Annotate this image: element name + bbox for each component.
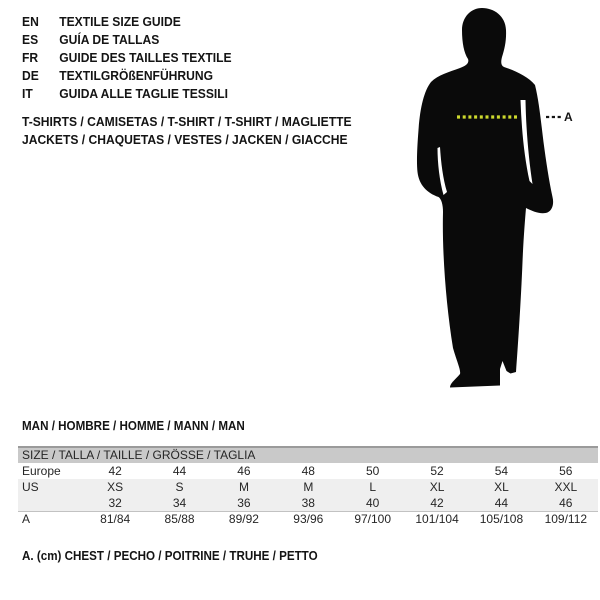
language-code: DE (22, 68, 39, 83)
language-title: GUIDA ALLE TAGLIE TESSILI (59, 86, 229, 101)
size-cell: XXL (554, 480, 578, 494)
size-row-chest-a (18, 511, 598, 527)
row-label (18, 495, 83, 511)
man-silhouette-path (417, 8, 553, 388)
size-cell: 52 (430, 464, 444, 478)
language-list (22, 13, 247, 103)
size-cell: 36 (237, 496, 251, 510)
size-cell: 105/108 (479, 512, 524, 526)
size-cell: 50 (366, 464, 380, 478)
size-table (18, 446, 598, 527)
size-cell: 42 (108, 464, 122, 478)
size-row-us (18, 479, 598, 495)
size-cell: XS (107, 480, 124, 494)
row-label: US (22, 480, 39, 494)
section-title-man: MAN / HOMBRE / HOMME / MANN / MAN (22, 419, 245, 433)
size-cell: 109/112 (544, 512, 588, 526)
size-table-header: SIZE / TALLA / TAILLE / GRÖSSE / TAGLIA (18, 446, 598, 463)
chest-measure-footnote: A. (cm) CHEST / PECHO / POITRINE / TRUHE / PETTO (22, 549, 318, 563)
language-row (22, 49, 232, 67)
size-cell: 42 (430, 496, 444, 510)
language-title: TEXTILGRÖßENFÜHRUNG (59, 68, 214, 83)
category-block (22, 113, 352, 149)
language-row (22, 31, 232, 49)
measure-label-a: A (564, 110, 574, 124)
language-title: GUÍA DE TALLAS (59, 32, 160, 47)
size-cell: 32 (108, 496, 122, 510)
size-cell: 44 (172, 464, 187, 478)
size-cell: 81/84 (100, 512, 131, 526)
size-cell: 34 (172, 496, 187, 510)
size-cell: 93/96 (293, 512, 324, 526)
size-cell: 46 (559, 496, 573, 510)
category-line-jackets: JACKETS / CHAQUETAS / VESTES / JACKEN / GIACCHE (22, 132, 348, 147)
size-row-europe (18, 463, 598, 479)
language-title: GUIDE DES TAILLES TEXTILE (59, 50, 232, 65)
row-label: Europe (22, 464, 61, 478)
language-code: IT (22, 86, 33, 101)
size-cell: 48 (301, 464, 315, 478)
size-cell: S (175, 480, 184, 494)
size-cell: 38 (301, 496, 315, 510)
size-cell: 89/92 (228, 512, 259, 526)
size-cell: 44 (494, 496, 509, 510)
row-label: A (22, 512, 31, 526)
size-cell: 54 (494, 464, 509, 478)
size-cell: 97/100 (354, 512, 392, 526)
language-code: ES (22, 32, 39, 47)
size-cell: XL (494, 480, 509, 494)
size-cell: 56 (559, 464, 573, 478)
language-row (22, 85, 232, 103)
size-cell: 85/88 (164, 512, 195, 526)
size-row-numeric (18, 495, 598, 511)
size-cell: M (238, 480, 249, 494)
language-code: EN (22, 14, 39, 29)
language-title: TEXTILE SIZE GUIDE (59, 14, 181, 29)
category-line-tshirts: T-SHIRTS / CAMISETAS / T-SHIRT / T-SHIRT / MAGLIETTE (22, 114, 352, 129)
size-cell: 40 (366, 496, 380, 510)
size-cell: 101/104 (415, 512, 459, 526)
language-row (22, 67, 232, 85)
language-row (22, 13, 232, 31)
size-cell: M (303, 480, 314, 494)
language-code: FR (22, 50, 39, 65)
size-cell: L (369, 480, 377, 494)
size-cell: 46 (237, 464, 251, 478)
size-cell: XL (429, 480, 445, 494)
